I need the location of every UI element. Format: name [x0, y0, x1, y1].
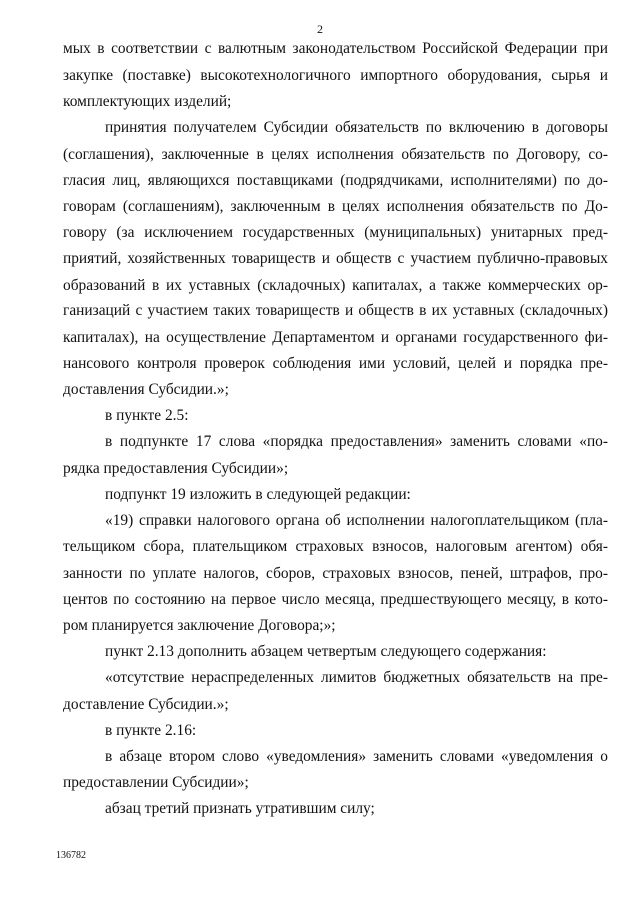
text-line: в пункте 2.16: [105, 722, 197, 739]
text-line: в пункте 2.5: [105, 407, 189, 424]
page-number: 2 [317, 22, 323, 36]
text-line: закупке (поставке) высокотехнологичного импортного оборудования, сырья и [63, 67, 608, 84]
text-line: абзац третий признать утратившим силу; [105, 800, 375, 817]
text-line: (соглашения), заключенные в целях исполнения обязательств по Договору, со- [63, 146, 608, 163]
document-code: 136782 [56, 850, 86, 861]
text-line: ром планируется заключение Договора;»; [63, 617, 336, 634]
text-line: капиталах), на осуществление Департаментом и органами государственного фи- [63, 329, 608, 346]
text-line: доставление Субсидии.»; [63, 696, 229, 713]
text-line: центов по состоянию на первое число месяца, предшествующего месяцу, в кото- [63, 591, 608, 608]
text-line: занности по уплате налогов, сборов, страховых взносов, пеней, штрафов, про- [63, 565, 608, 582]
text-line: доставления Субсидии.»; [63, 381, 229, 398]
text-line: тельщиком сбора, плательщиком страховых взносов, налоговым агентом) обя- [63, 538, 608, 555]
text-line: говору (за исключением государственных (муниципальных) унитарных пред- [63, 224, 608, 241]
text-line: мых в соответствии с валютным законодательством Российской Федерации при [63, 40, 608, 57]
text-line: «19) справки налогового органа об исполнении налогоплательщиком (пла- [105, 512, 608, 529]
text-line: нансового контроля проверок соблюдения ими условий, целей и порядка пре- [63, 355, 608, 372]
text-line: говорам (соглашениям), заключенным в целях исполнения обязательств по До- [63, 198, 608, 215]
text-line: гласия лиц, являющихся поставщиками (подрядчиками, исполнителями) по до- [63, 172, 608, 189]
text-line: в абзаце втором слово «уведомления» заменить словами «уведомления о [105, 748, 608, 765]
text-line: в подпункте 17 слова «порядка предоставления» заменить словами «по- [105, 433, 608, 450]
text-line: подпункт 19 изложить в следующей редакции: [105, 486, 411, 503]
text-line: «отсутствие нераспределенных лимитов бюджетных обязательств на пре- [105, 669, 608, 686]
text-line: принятия получателем Субсидии обязательств по включению в договоры [105, 119, 608, 136]
text-line: комплектующих изделий; [63, 93, 232, 110]
text-line: ганизаций с участием таких товариществ и обществ в их уставных (складочных) [63, 302, 608, 319]
text-line: приятий, хозяйственных товариществ и обществ с участием публично-правовых [63, 250, 608, 267]
text-line: пункт 2.13 дополнить абзацем четвертым следующего содержания: [105, 643, 547, 660]
text-line: образований в их уставных (складочных) капиталах, а также коммерческих ор- [63, 277, 608, 294]
text-line: рядка предоставления Субсидии»; [63, 460, 289, 477]
text-line: предоставлении Субсидии»; [63, 774, 249, 791]
